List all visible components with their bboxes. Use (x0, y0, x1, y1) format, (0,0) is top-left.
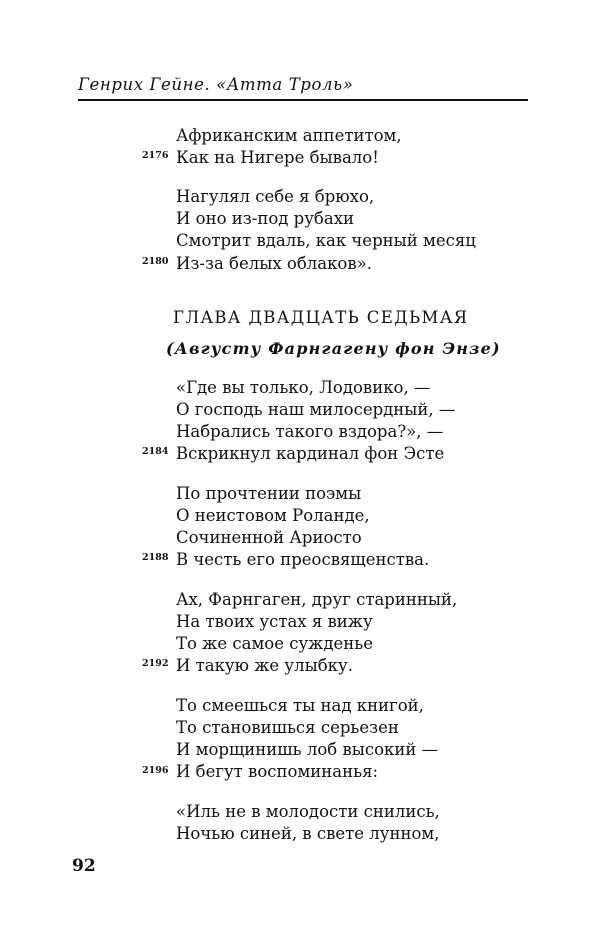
running-header: Генрих Гейне. «Атта Троль» (78, 75, 354, 94)
line-number: 2192 (142, 658, 169, 669)
verse-line: И оно из-под рубахи (176, 209, 354, 228)
verse-line: То становишься серьезен (176, 718, 399, 737)
verse-line: То же самое сужденье (176, 634, 374, 653)
chapter-title: ГЛАВА ДВАДЦАТЬ СЕДЬМАЯ (173, 308, 469, 327)
verse-line: О неистовом Роланде, (176, 506, 370, 525)
verse-line: На твоих устах я вижу (176, 612, 373, 631)
verse-line: И морщинишь лоб высокий — (176, 740, 439, 759)
verse-line: Сочиненной Ариосто (176, 528, 362, 547)
verse-line: Набрались такого вздора?», — (176, 422, 444, 441)
verse-line: То смеешься ты над книгой, (176, 696, 424, 715)
verse-line: Вскрикнул кардинал фон Эсте (176, 444, 445, 463)
line-number: 2196 (142, 765, 169, 776)
verse-line: Как на Нигере бывало! (176, 148, 379, 167)
page-number: 92 (72, 856, 96, 876)
line-number: 2180 (142, 256, 169, 267)
verse-line: О господь наш милосердный, — (176, 400, 456, 419)
verse-line: Ночью синей, в свете лунном, (176, 824, 440, 843)
verse-line: «Где вы только, Лодовико, — (176, 378, 431, 397)
line-number: 2188 (142, 552, 169, 563)
verse-line: Смотрит вдаль, как черный месяц (176, 231, 476, 250)
header-rule (78, 99, 528, 101)
verse-line: По прочтении поэмы (176, 484, 362, 503)
verse-line: Нагулял себе я брюхо, (176, 187, 375, 206)
verse-line: «Иль не в молодости снились, (176, 802, 440, 821)
line-number: 2184 (142, 446, 169, 457)
verse-line: И бегут воспоминанья: (176, 762, 379, 781)
chapter-dedication: (Августу Фарнгагену фон Энзе) (166, 339, 501, 358)
verse-line: И такую же улыбку. (176, 656, 353, 675)
verse-line: В честь его преосвященства. (176, 550, 430, 569)
verse-line: Африканским аппетитом, (176, 126, 402, 145)
verse-line: Из-за белых облаков». (176, 254, 372, 273)
line-number: 2176 (142, 150, 169, 161)
verse-line: Ах, Фарнгаген, друг старинный, (176, 590, 458, 609)
